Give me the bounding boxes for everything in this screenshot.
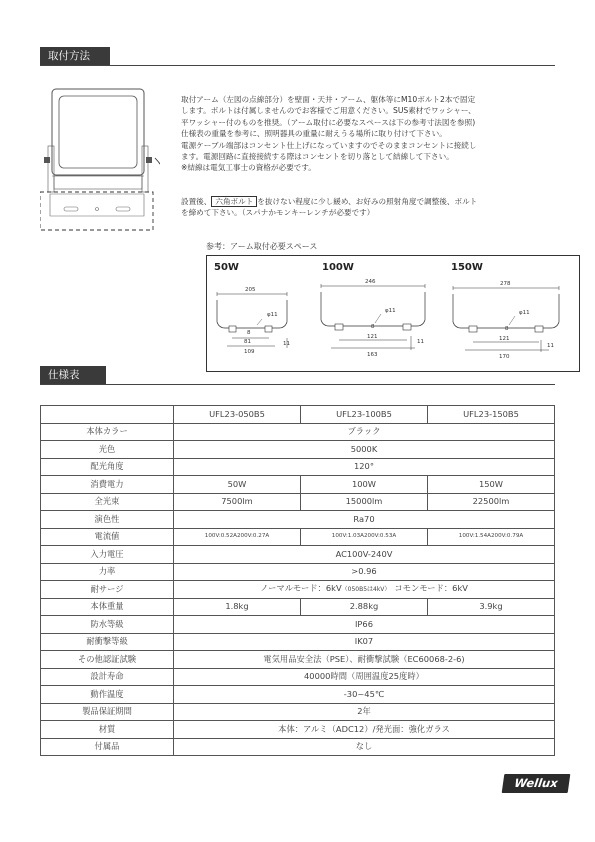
- spec-value-cell: 100W: [301, 476, 428, 494]
- spec-value-cell: 120°: [174, 458, 555, 476]
- spec-value-cell: 3.9kg: [428, 598, 555, 616]
- section-divider: [40, 65, 555, 66]
- spec-label-cell: 耐サージ: [41, 581, 174, 599]
- diagram-title-150w: 150W: [451, 262, 483, 273]
- dim-hole-50w: φ11: [267, 312, 278, 318]
- spec-row: [41, 546, 555, 564]
- spec-label-cell: 耐衝撃等級: [41, 633, 174, 651]
- spec-value-cell: 100V:1.54A200V:0.79A: [428, 528, 555, 546]
- mounting-section-title: 取付方法: [40, 47, 110, 65]
- spec-row: [41, 441, 555, 459]
- spec-value-cell: Ra70: [174, 511, 555, 529]
- spec-value-cell: 本体：アルミ（ADC12）/発光面：強化ガラス: [174, 721, 555, 739]
- section-divider: [40, 384, 555, 385]
- spec-label-cell: 製品保証期間: [41, 703, 174, 721]
- dim-width-150w: 278: [500, 281, 511, 287]
- spec-row: [41, 721, 555, 739]
- spec-value-cell: 15000lm: [301, 493, 428, 511]
- spec-row: [41, 493, 555, 511]
- spec-value-cell: 50W: [174, 476, 301, 494]
- model-header-cell: UFL23-150B5: [428, 406, 555, 424]
- spec-row: [41, 738, 555, 756]
- surge-common-text: コモンモード：6kV: [394, 583, 468, 594]
- spec-row: [41, 686, 555, 704]
- dim-outer-50w: 109: [244, 349, 255, 355]
- spec-label-cell: 入力電圧: [41, 546, 174, 564]
- diagram-50w: [217, 287, 290, 355]
- diagram-150w: [453, 281, 559, 360]
- spec-label-cell: 付属品: [41, 738, 174, 756]
- spec-row: [41, 581, 555, 599]
- diagram-title-50w: 50W: [214, 262, 239, 273]
- spec-label-cell: 材質: [41, 721, 174, 739]
- spec-value-cell: AC100V-240V: [174, 546, 555, 564]
- reference-label: 参考：アーム取付必要スペース: [206, 242, 318, 251]
- spec-value-cell: ブラック: [174, 423, 555, 441]
- dim-offset-100w: 11: [417, 339, 424, 345]
- spec-value-cell: [174, 581, 555, 599]
- dim-outer-150w: 170: [499, 354, 510, 360]
- spec-label-cell: 配光角度: [41, 458, 174, 476]
- svg-text:8: 8: [247, 330, 251, 336]
- spec-value-cell: 1.8kg: [174, 598, 301, 616]
- spec-value-cell: なし: [174, 738, 555, 756]
- spec-row: [41, 476, 555, 494]
- dim-offset-50w: 11: [283, 341, 290, 347]
- model-header-cell: UFL23-050B5: [174, 406, 301, 424]
- dim-inner-50w: 81: [244, 339, 251, 345]
- spec-value-cell: -30~45℃: [174, 686, 555, 704]
- spec-label-cell: 消費電力: [41, 476, 174, 494]
- spec-value-cell: 電気用品安全法（PSE）、耐衝撃試験（EC60068-2-6): [174, 651, 555, 669]
- spec-section-title: 仕様表: [40, 366, 106, 384]
- dim-inner-150w: 121: [499, 336, 510, 342]
- diagram-title-100w: 100W: [322, 262, 354, 273]
- spec-value-cell: 7500lm: [174, 493, 301, 511]
- spec-value-cell: 22500lm: [428, 493, 555, 511]
- spec-label-cell: 本体重量: [41, 598, 174, 616]
- dim-hole-100w: φ11: [385, 308, 396, 314]
- dim-width-100w: 246: [365, 279, 376, 285]
- spec-row: [41, 511, 555, 529]
- spec-table: [40, 405, 555, 756]
- spec-row: [41, 668, 555, 686]
- spec-label-cell: 演色性: [41, 511, 174, 529]
- spec-label-cell: 力率: [41, 563, 174, 581]
- dim-width-50w: 205: [245, 287, 256, 293]
- wellux-logo: Wellux: [502, 774, 571, 793]
- spec-row: [41, 633, 555, 651]
- dimension-svg: [207, 256, 579, 371]
- spec-label-cell: 全光束: [41, 493, 174, 511]
- instruction-line: 仕様表の重量を参考に、照明器具の重量に耐えうる場所に取り付けて下さい。: [181, 129, 447, 139]
- spec-value-cell: 5000K: [174, 441, 555, 459]
- hex-bolt-callout: 六角ボルト: [211, 196, 257, 207]
- spec-value-cell: 100V:0.52A200V:0.27A: [174, 528, 301, 546]
- diagram-100w: [321, 279, 425, 358]
- surge-normal-text: ノーマルモード：6kV: [260, 583, 342, 594]
- spec-row: [41, 703, 555, 721]
- spec-row: [41, 423, 555, 441]
- spec-label-cell: 本体カラー: [41, 423, 174, 441]
- adjust-text: を締めて下さい。（スパナかモンキーレンチが必要です）: [181, 208, 375, 218]
- spec-value-cell: 2年: [174, 703, 555, 721]
- floodlight-illustration: [40, 86, 160, 232]
- spec-row: [41, 458, 555, 476]
- spec-value-cell: >0.96: [174, 563, 555, 581]
- spec-label-cell: その他認証試験: [41, 651, 174, 669]
- spec-label-cell: 防水等級: [41, 616, 174, 634]
- spec-row: [41, 528, 555, 546]
- svg-text:8: 8: [505, 326, 509, 332]
- spec-label-cell: 光色: [41, 441, 174, 459]
- spec-row: [41, 616, 555, 634]
- surge-note-text: （050B5は4kV）: [341, 586, 391, 594]
- spec-header-row: [41, 406, 555, 424]
- spec-label-cell: 設計寿命: [41, 668, 174, 686]
- spec-value-cell: 2.88kg: [301, 598, 428, 616]
- instruction-line: 平ワッシャー付のものを推奨。（アーム取付に必要なスペースは下の参考寸法図を参照): [181, 117, 476, 127]
- spec-label-cell: 動作温度: [41, 686, 174, 704]
- spec-value-cell: 40000時間（周囲温度25度時）: [174, 668, 555, 686]
- instruction-line: します。ボルトは付属しませんのでお客様でご用意ください。SUS素材でワッシャー、: [181, 106, 476, 116]
- spec-row: [41, 598, 555, 616]
- adjust-text: を抜けない程度に少し緩め、お好みの照射角度で調整後、ボルト: [257, 197, 478, 206]
- spec-value-cell: 100V:1.03A200V:0.53A: [301, 528, 428, 546]
- spec-value-cell: IK07: [174, 633, 555, 651]
- svg-text:8: 8: [371, 324, 375, 330]
- instruction-line: 電源ケーブル端部はコンセント仕上げになっていますのでそのままコンセントに接続し: [181, 140, 477, 150]
- spec-row: [41, 651, 555, 669]
- instruction-line: 取付アーム（左図の点線部分）を壁面・天井・アーム、躯体等にM10ボルト2本で固定: [181, 95, 476, 104]
- spec-value-cell: 150W: [428, 476, 555, 494]
- spec-row: [41, 563, 555, 581]
- header-blank-cell: [41, 406, 174, 424]
- dim-outer-100w: 163: [367, 352, 378, 358]
- dim-offset-150w: 11: [547, 343, 554, 349]
- dimension-drawings: [206, 255, 580, 372]
- dim-hole-150w: φ11: [519, 310, 530, 316]
- adjust-text: 設置後、: [181, 197, 212, 206]
- instruction-line: ます。電源回路に直接接続する際はコンセントを切り落として結線して下さい。: [181, 152, 454, 162]
- model-header-cell: UFL23-100B5: [301, 406, 428, 424]
- spec-value-cell: IP66: [174, 616, 555, 634]
- instruction-line: ※結線は電気工事士の資格が必要です。: [181, 163, 316, 173]
- dim-inner-100w: 121: [367, 334, 378, 340]
- mounting-instructions: [181, 94, 561, 174]
- adjustment-instructions: [181, 196, 561, 219]
- spec-label-cell: 電流値: [41, 528, 174, 546]
